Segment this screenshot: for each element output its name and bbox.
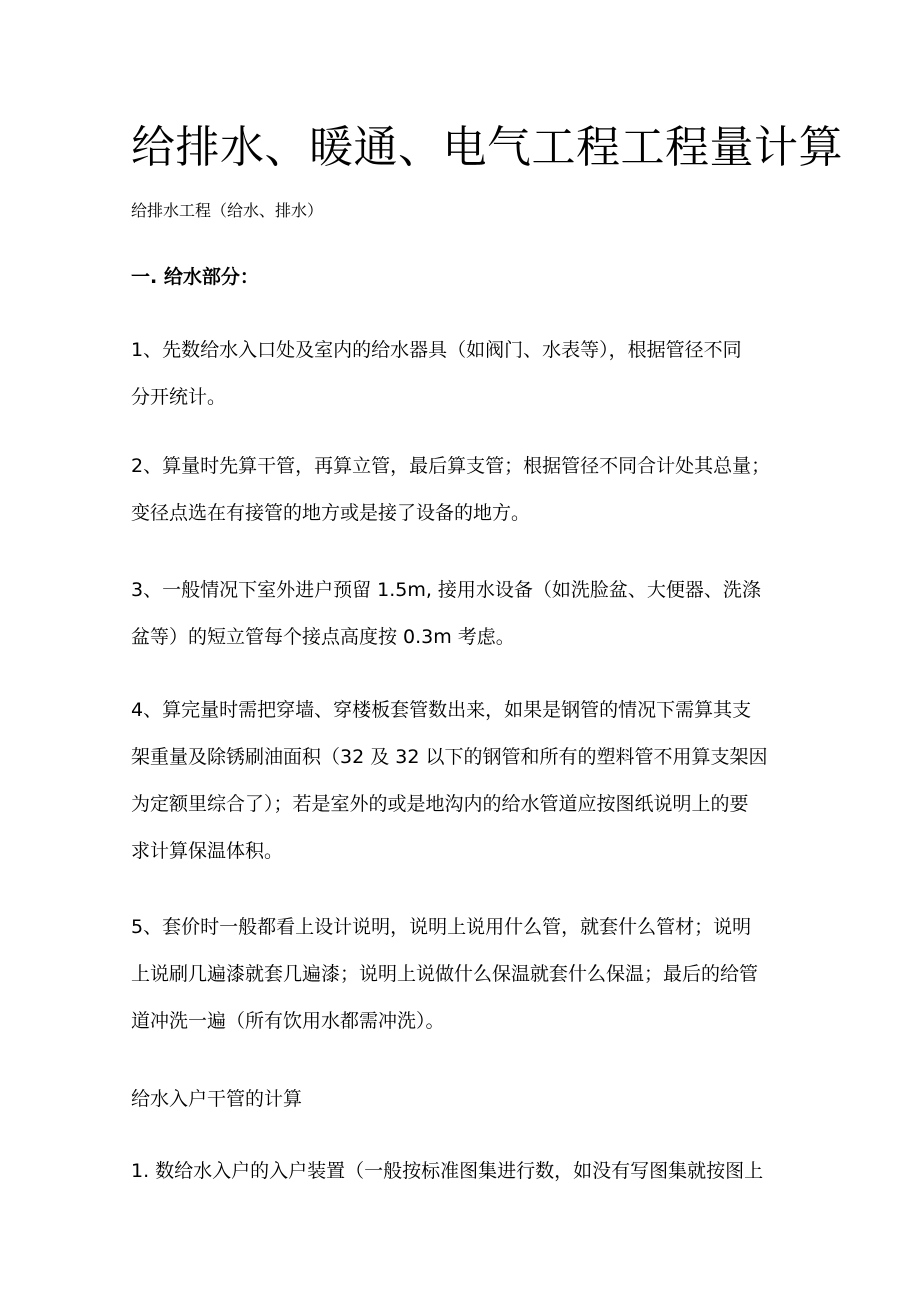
paragraph-line: 1、先数给水入口处及室内的给水器具（如阀门、水表等），根据管径不同 (131, 339, 742, 361)
paragraph-line: 求计算保温体积。 (131, 840, 284, 862)
paragraph-line: 给水入户干管的计算 (131, 1088, 303, 1110)
paragraph-line: 道冲洗一遍（所有饮用水都需冲洗）。 (131, 1010, 445, 1032)
document-subtitle: 给排水工程（给水、排水） (131, 201, 324, 220)
paragraph-line: 4、算完量时需把穿墙、穿楼板套管数出来，如果是钢管的情况下需算其支 (131, 699, 752, 721)
section-heading-water-supply: 一. 给水部分： (131, 266, 259, 288)
paragraph-5 (131, 904, 801, 1045)
paragraph-line: 3、一般情况下室外进户预留 1.5m, 接用水设备（如洗脸盆、大便器、洗涤 (131, 579, 761, 601)
paragraph-line: 为定额里综合了）；若是室外的或是地沟内的给水管道应按图纸说明上的要 (131, 793, 749, 815)
paragraph-line: 分开统计。 (131, 386, 227, 408)
subsection-heading-inlet-main-pipe (131, 1076, 801, 1123)
paragraph-line: 1. 数给水入户的入户装置（一般按标准图集进行数，如没有写图集就按图上 (131, 1160, 764, 1182)
paragraph-line: 上说刷几遍漆就套几遍漆；说明上说做什么保温就套什么保温；最后的给管 (131, 963, 759, 985)
paragraph-line: 2、算量时先算干管，再算立管，最后算支管；根据管径不同合计处其总量； (131, 455, 771, 477)
document-title: 给排水、暖通、电气工程工程量计算 (131, 122, 843, 173)
paragraph-3 (131, 567, 801, 661)
paragraph-1 (131, 327, 801, 421)
paragraph-line: 盆等）的短立管每个接点高度按 0.3m 考虑。 (131, 626, 515, 648)
paragraph-inlet-1 (131, 1148, 801, 1195)
paragraph-line: 架重量及除锈刷油面积（32 及 32 以下的钢管和所有的塑料管不用算支架因 (131, 746, 768, 768)
paragraph-2 (131, 443, 801, 537)
paragraph-4 (131, 687, 801, 875)
paragraph-line: 5、套价时一般都看上设计说明，说明上说用什么管，就套什么管材；说明 (131, 916, 752, 938)
paragraph-line: 变径点选在有接管的地方或是接了设备的地方。 (131, 502, 531, 524)
